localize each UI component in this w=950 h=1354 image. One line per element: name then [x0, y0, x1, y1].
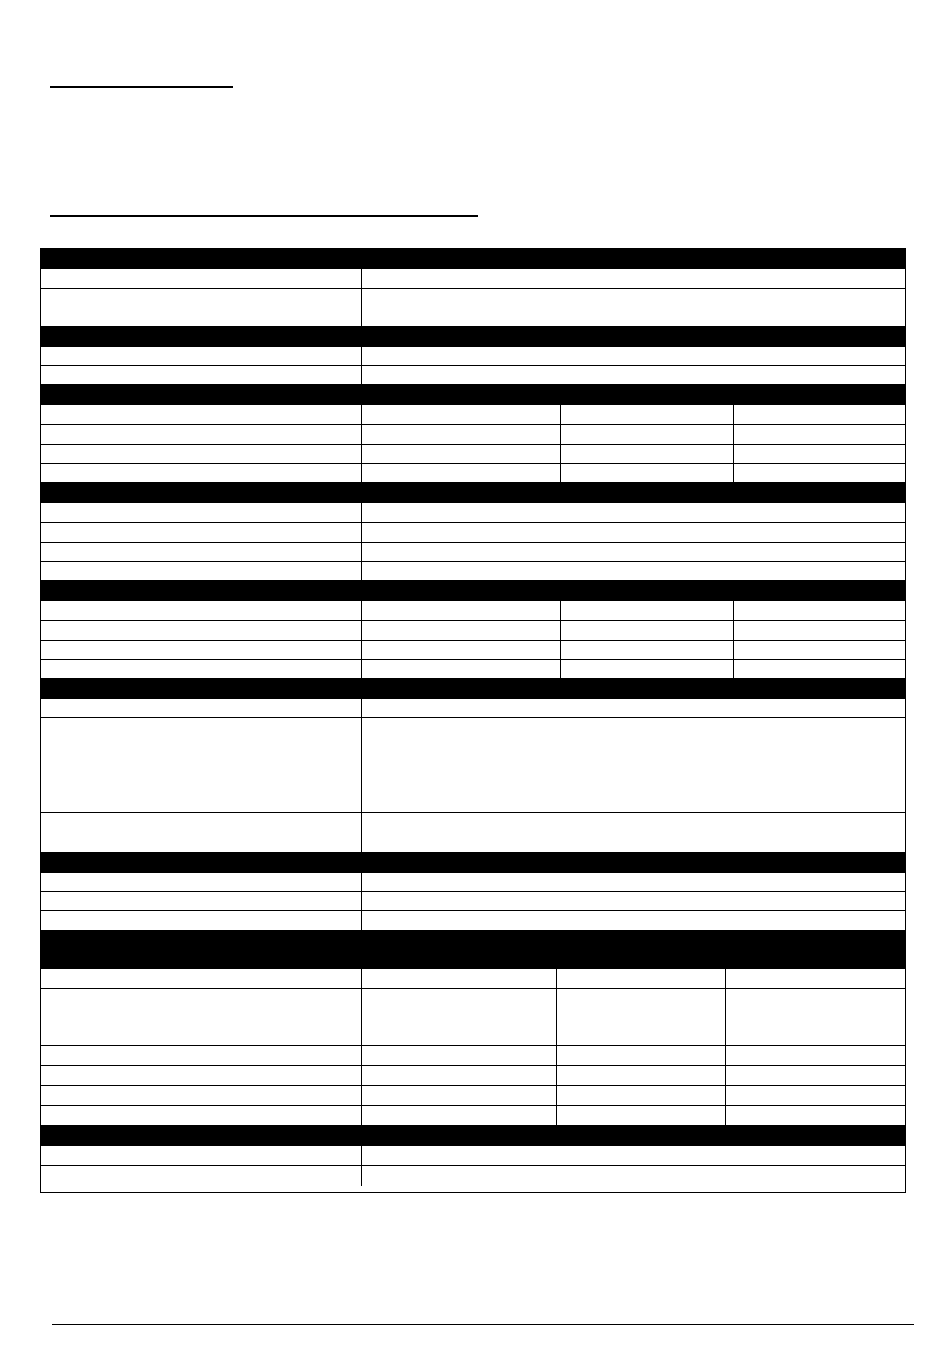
form-row: [41, 464, 905, 483]
field-value-cell[interactable]: [361, 1166, 905, 1186]
field-label-cell: [41, 405, 361, 424]
field-value-cell[interactable]: [556, 1086, 725, 1105]
field-value-cell[interactable]: [733, 660, 905, 678]
field-value-cell[interactable]: [361, 969, 556, 988]
section-header-row: [41, 679, 905, 699]
section-header-cell: [560, 385, 905, 404]
field-label-cell: [41, 347, 361, 365]
field-value-cell[interactable]: [361, 621, 560, 640]
section-header-cell: [41, 679, 905, 698]
field-value-cell[interactable]: [560, 464, 733, 482]
form-row: [41, 347, 905, 366]
field-value-cell[interactable]: [560, 425, 733, 444]
field-label-cell: [41, 269, 361, 288]
field-value-cell[interactable]: [556, 1046, 725, 1065]
form-row: [41, 641, 905, 660]
document-title-underline: [50, 86, 233, 88]
form-row: [41, 873, 905, 892]
form-row: [41, 718, 905, 813]
form-row: [41, 989, 905, 1046]
field-value-cell[interactable]: [361, 718, 905, 812]
field-value-cell[interactable]: [556, 1066, 725, 1085]
field-label-cell: [41, 289, 361, 326]
field-value-cell[interactable]: [560, 641, 733, 659]
field-label-cell: [41, 1166, 361, 1186]
field-value-cell[interactable]: [361, 601, 560, 620]
field-value-cell[interactable]: [361, 892, 905, 910]
form-row: [41, 523, 905, 543]
field-value-cell[interactable]: [733, 601, 905, 620]
field-value-cell[interactable]: [725, 1086, 905, 1105]
field-label-cell: [41, 503, 361, 522]
field-label-cell: [41, 1066, 361, 1085]
section-header-cell: [41, 327, 905, 346]
field-value-cell[interactable]: [361, 1146, 905, 1165]
field-value-cell[interactable]: [733, 445, 905, 463]
field-label-cell: [41, 699, 361, 717]
field-value-cell[interactable]: [725, 989, 905, 1045]
field-value-cell[interactable]: [560, 601, 733, 620]
field-label-cell: [41, 911, 361, 930]
field-value-cell[interactable]: [361, 405, 560, 424]
form-row: [41, 503, 905, 523]
form-row: [41, 892, 905, 911]
field-value-cell[interactable]: [361, 562, 905, 580]
field-label-cell: [41, 813, 361, 852]
section-header-row: [41, 581, 905, 601]
form-row: [41, 425, 905, 445]
section-header-row: [41, 327, 905, 347]
field-value-cell[interactable]: [361, 911, 905, 930]
section-header-cell: [41, 581, 560, 600]
field-value-cell[interactable]: [361, 269, 905, 288]
field-value-cell[interactable]: [361, 641, 560, 659]
form-row: [41, 289, 905, 327]
field-value-cell[interactable]: [556, 969, 725, 988]
field-value-cell[interactable]: [361, 503, 905, 522]
form-row: [41, 1086, 905, 1106]
field-label-cell: [41, 660, 361, 678]
field-value-cell[interactable]: [361, 699, 905, 717]
field-value-cell[interactable]: [733, 464, 905, 482]
form-row: [41, 1106, 905, 1126]
field-label-cell: [41, 523, 361, 542]
field-value-cell[interactable]: [725, 1106, 905, 1125]
field-value-cell[interactable]: [361, 1046, 556, 1065]
field-value-cell[interactable]: [560, 660, 733, 678]
field-label-cell: [41, 445, 361, 463]
field-label-cell: [41, 543, 361, 561]
field-label-cell: [41, 366, 361, 384]
field-label-cell: [41, 425, 361, 444]
field-label-cell: [41, 1146, 361, 1165]
field-value-cell[interactable]: [361, 445, 560, 463]
form-row: [41, 601, 905, 621]
form-row: [41, 969, 905, 989]
field-value-cell[interactable]: [556, 1106, 725, 1125]
section-header-row: [41, 1126, 905, 1146]
section-header-row: [41, 931, 905, 969]
section-header-row: [41, 483, 905, 503]
form-row: [41, 660, 905, 679]
field-label-cell: [41, 641, 361, 659]
field-value-cell[interactable]: [361, 1086, 556, 1105]
section-header-cell: [41, 853, 905, 872]
section-header-row: [41, 249, 905, 269]
field-value-cell[interactable]: [361, 660, 560, 678]
section-header-cell: [556, 931, 905, 968]
section-header-cell: [41, 483, 905, 502]
form-row: [41, 1046, 905, 1066]
field-value-cell[interactable]: [361, 425, 560, 444]
field-value-cell[interactable]: [733, 405, 905, 424]
section-header-row: [41, 853, 905, 873]
field-value-cell[interactable]: [361, 366, 905, 384]
form-row: [41, 405, 905, 425]
field-value-cell[interactable]: [560, 405, 733, 424]
form-row: [41, 562, 905, 581]
document-subtitle-underline: [50, 215, 478, 217]
section-header-cell: [41, 385, 560, 404]
field-label-cell: [41, 562, 361, 580]
section-header-cell: [41, 1126, 905, 1145]
section-header-cell: [560, 581, 905, 600]
form-row: [41, 911, 905, 931]
form-row: [41, 621, 905, 641]
field-value-cell[interactable]: [725, 1066, 905, 1085]
form-row: [41, 445, 905, 464]
footer-rule: [52, 1324, 914, 1325]
form-row: [41, 1146, 905, 1166]
section-header-cell: [41, 931, 556, 968]
field-value-cell[interactable]: [560, 445, 733, 463]
section-header-cell: [41, 249, 905, 268]
form-table: [40, 248, 906, 1193]
field-label-cell: [41, 464, 361, 482]
field-value-cell[interactable]: [725, 1046, 905, 1065]
field-value-cell[interactable]: [733, 621, 905, 640]
field-value-cell[interactable]: [725, 969, 905, 988]
field-value-cell[interactable]: [361, 347, 905, 365]
field-label-cell: [41, 1086, 361, 1105]
field-value-cell[interactable]: [361, 989, 556, 1045]
field-label-cell: [41, 969, 361, 988]
form-row: [41, 1166, 905, 1186]
form-row: [41, 1066, 905, 1086]
form-row: [41, 269, 905, 289]
field-label-cell: [41, 621, 361, 640]
field-label-cell: [41, 718, 361, 812]
form-row: [41, 366, 905, 385]
field-label-cell: [41, 892, 361, 910]
field-value-cell[interactable]: [733, 425, 905, 444]
field-label-cell: [41, 873, 361, 891]
field-value-cell[interactable]: [361, 1066, 556, 1085]
field-value-cell[interactable]: [560, 621, 733, 640]
field-value-cell[interactable]: [733, 641, 905, 659]
form-row: [41, 699, 905, 718]
field-value-cell[interactable]: [361, 813, 905, 852]
field-value-cell[interactable]: [361, 523, 905, 542]
field-label-cell: [41, 989, 361, 1045]
field-value-cell[interactable]: [361, 464, 560, 482]
field-value-cell[interactable]: [361, 543, 905, 561]
field-label-cell: [41, 1046, 361, 1065]
section-header-row: [41, 385, 905, 405]
field-label-cell: [41, 601, 361, 620]
form-row: [41, 813, 905, 853]
field-value-cell[interactable]: [361, 289, 905, 326]
field-value-cell[interactable]: [556, 989, 725, 1045]
form-row: [41, 543, 905, 562]
field-value-cell[interactable]: [361, 873, 905, 891]
field-value-cell[interactable]: [361, 1106, 556, 1125]
field-label-cell: [41, 1106, 361, 1125]
